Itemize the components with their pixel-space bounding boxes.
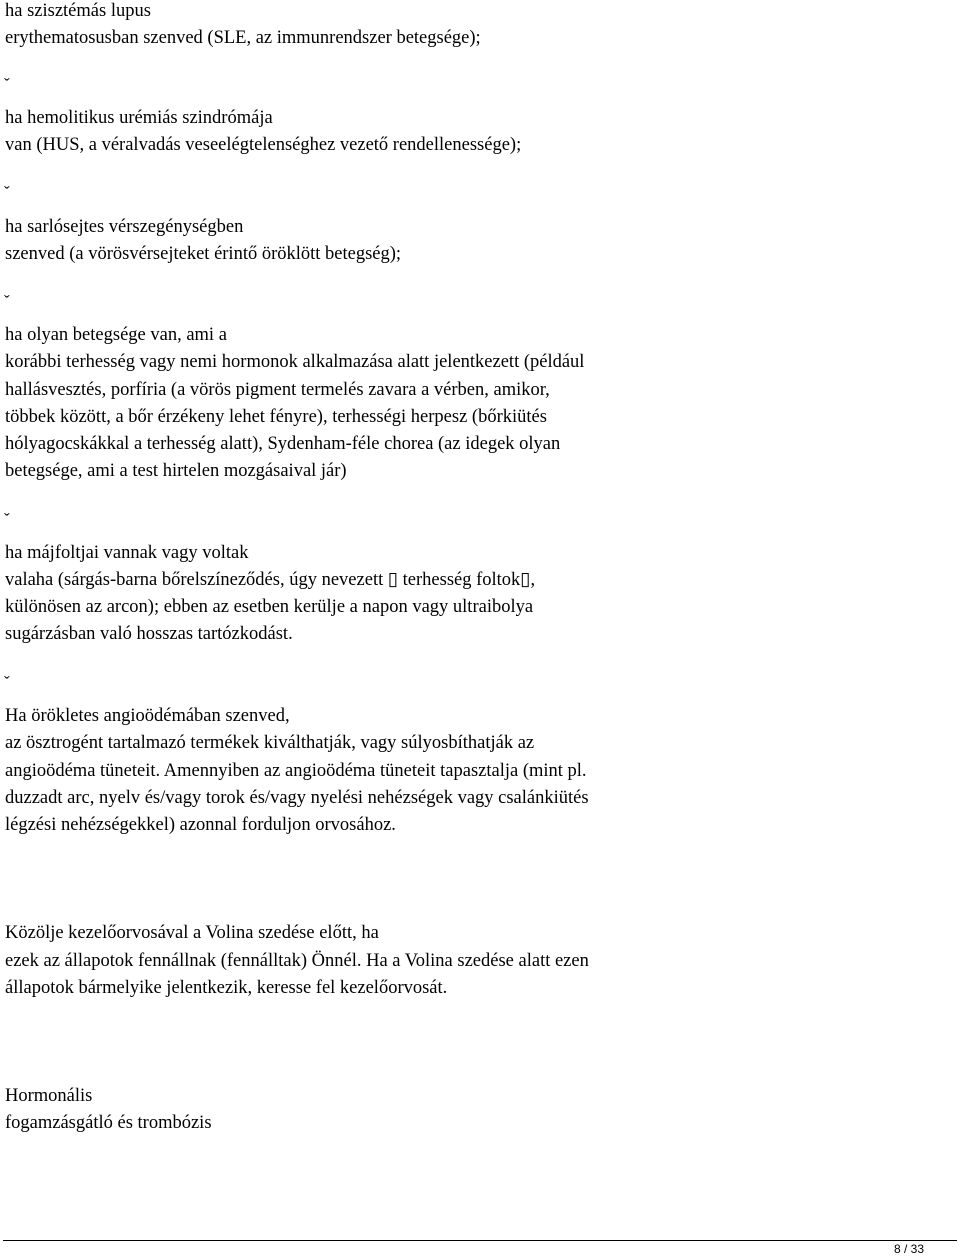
bullet-mark-5: ˇ — [4, 673, 10, 692]
p4-line-5: hólyagocskákkal a terhesség alatt), Sydenham-féle chorea (az idegek olyan — [5, 434, 561, 454]
p1-line-2: erythematosusban szenved (SLE, az immunrendszer betegsége); — [5, 28, 481, 48]
p6-line-2: az ösztrogént tartalmazó termékek kiválthatják, vagy súlyosbíthatják az — [5, 733, 535, 753]
page-number: 8 / 33 — [893, 1242, 924, 1256]
p5-line-3: különösen az arcon); ebben az esetben kerülje a napon vagy ultraibolya — [5, 597, 534, 617]
p3-line-2: szenved (a vörösvérsejteket érintő öröklött betegség); — [5, 244, 402, 264]
p6-line-3: angioödéma tüneteit. Amennyiben az angioödéma tüneteit tapasztalja (mint pl. — [5, 761, 587, 781]
p6-line-4: duzzadt arc, nyelv és/vagy torok és/vagy nyelési nehézségek vagy csalánkiütés — [5, 788, 589, 808]
section-heading-line-1: Hormonális — [5, 1086, 93, 1106]
p2-line-2: van (HUS, a véralvadás veseelégtelenséghez vezető rendellenessége); — [5, 135, 522, 155]
bullet-mark-3: ˇ — [4, 292, 10, 311]
p7-line-3: állapotok bármelyike jelentkezik, keresse fel kezelőorvosát. — [5, 978, 448, 998]
p7-line-2: ezek az állapotok fennállnak (fennálltak) Önnél. Ha a Volina szedése alatt ezen — [5, 951, 589, 971]
footer-divider — [3, 1240, 957, 1241]
section-heading-line-2: fogamzásgátló és trombózis — [5, 1113, 212, 1133]
p5-line-1: ha májfoltjai vannak vagy voltak — [5, 543, 249, 563]
p7-line-1: Közölje kezelőorvosával a Volina szedése előtt, ha — [5, 923, 379, 943]
p5-line-2: valaha (sárgás-barna bőrelszíneződés, úgy nevezett ▯ terhesség foltok▯, — [5, 570, 536, 590]
p5-line-4: sugárzásban való hosszas tartózkodást. — [5, 624, 293, 644]
p4-line-1: ha olyan betegsége van, ami a — [5, 325, 227, 345]
bullet-mark-4: ˇ — [4, 510, 10, 529]
p1-line-1: ha szisztémás lupus — [5, 1, 151, 21]
p4-line-4: többek között, a bőr érzékeny lehet fényre), terhességi herpesz (bőrkiütés — [5, 407, 547, 427]
p6-line-1: Ha örökletes angioödémában szenved, — [5, 706, 290, 726]
p4-line-2: korábbi terhesség vagy nemi hormonok alkalmazása alatt jelentkezett (például — [5, 352, 585, 372]
p6-line-5: légzési nehézségekkel) azonnal forduljon orvosához. — [5, 815, 396, 835]
bullet-mark-1: ˇ — [4, 75, 10, 94]
p2-line-1: ha hemolitikus urémiás szindrómája — [5, 108, 273, 128]
bullet-mark-2: ˇ — [4, 183, 10, 202]
p4-line-6: betegsége, ami a test hirtelen mozgásaival jár) — [5, 461, 347, 481]
p4-line-3: hallásvesztés, porfíria (a vörös pigment termelés zavara a vérben, amikor, — [5, 380, 550, 400]
p3-line-1: ha sarlósejtes vérszegénységben — [5, 217, 244, 237]
